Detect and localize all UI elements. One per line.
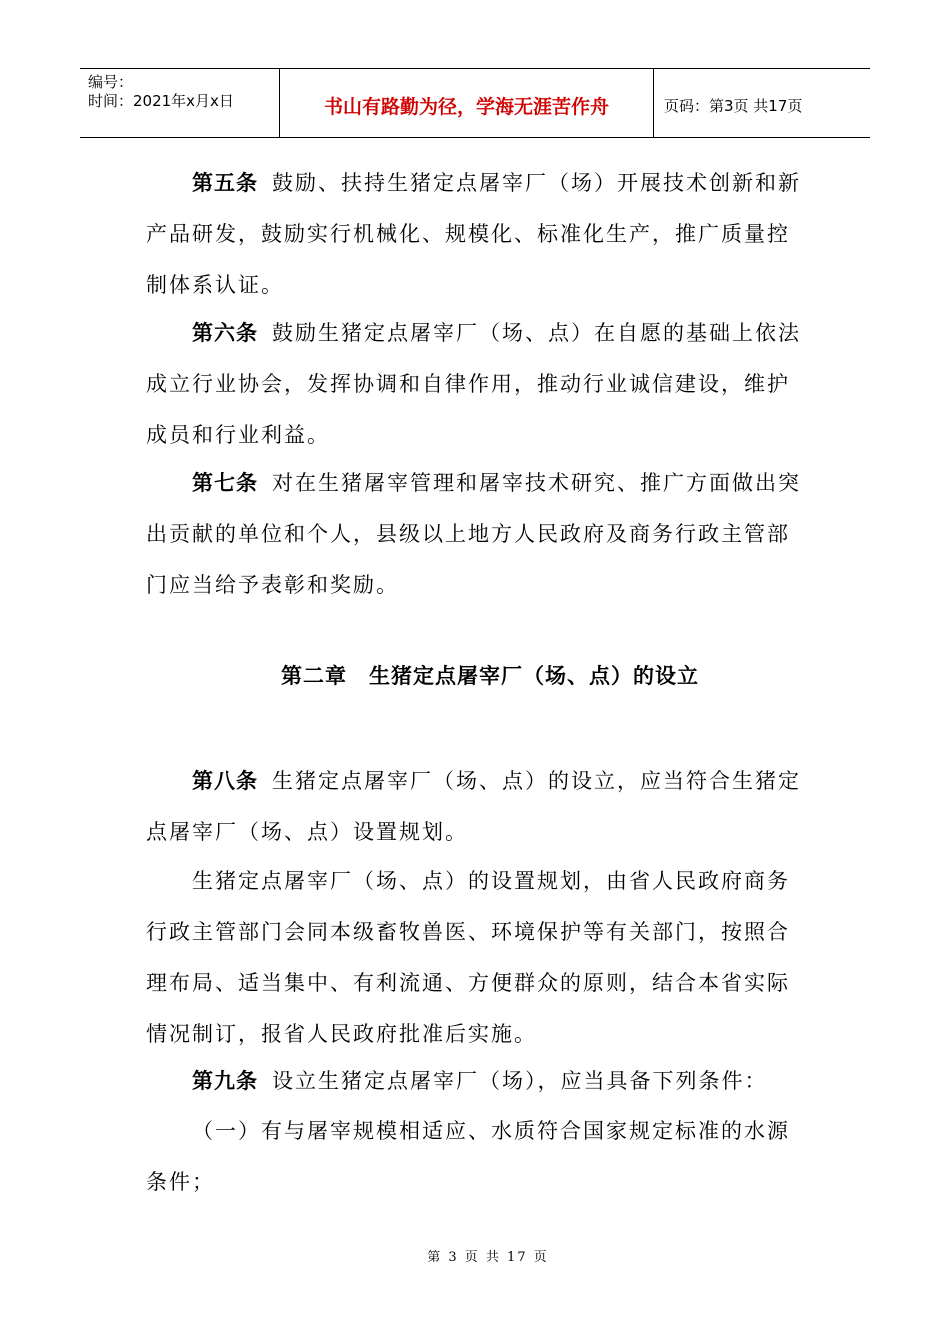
article-7 bbox=[146, 458, 806, 611]
header-meta bbox=[80, 69, 280, 137]
article-5-title: 第五条 bbox=[192, 171, 258, 195]
article-9 bbox=[146, 1056, 806, 1107]
article-8 bbox=[146, 756, 806, 858]
document-time-label: 时间：2021年x月x日 bbox=[88, 92, 234, 110]
article-6-title: 第六条 bbox=[192, 321, 258, 345]
article-6 bbox=[146, 308, 806, 461]
header-page-info: 页码：第3页 共17页 bbox=[664, 96, 803, 115]
header-motto: 书山有路勤为径，学海无涯苦作舟 bbox=[280, 69, 654, 137]
article-7-text: 对在生猪屠宰管理和屠宰技术研究、推广方面做出突出贡献的单位和个人，县级以上地方人民政府及商务行政主管部门应当给予表彰和奖励。 bbox=[146, 471, 801, 597]
article-8-title: 第八条 bbox=[192, 769, 258, 793]
page-footer: 第 3 页 共 17 页 bbox=[427, 1250, 549, 1265]
article-5 bbox=[146, 158, 806, 311]
article-7-title: 第七条 bbox=[192, 471, 258, 495]
document-number-label: 编号： bbox=[88, 73, 134, 91]
document-header bbox=[80, 68, 870, 138]
article-9-item-1: （一）有与屠宰规模相适应、水质符合国家规定标准的水源条件； bbox=[146, 1119, 790, 1194]
article-6-text: 鼓励生猪定点屠宰厂（场、点）在自愿的基础上依法成立行业协会，发挥协调和自律作用，推动行业诚信建设，维护成员和行业利益。 bbox=[146, 321, 801, 447]
chapter-heading: 第二章 生猪定点屠宰厂（场、点）的设立 bbox=[281, 664, 699, 688]
article-9-title: 第九条 bbox=[192, 1069, 258, 1093]
article-8-text: 生猪定点屠宰厂（场、点）的设立，应当符合生猪定点屠宰厂（场、点）设置规划。 bbox=[146, 769, 801, 844]
article-5-text: 鼓励、扶持生猪定点屠宰厂（场）开展技术创新和新产品研发，鼓励实行机械化、规模化、标准化生产，推广质量控制体系认证。 bbox=[146, 171, 801, 297]
article-9-text: 设立生猪定点屠宰厂（场），应当具备下列条件： bbox=[272, 1069, 768, 1093]
article-8-paragraph-2: 生猪定点屠宰厂（场、点）的设置规划，由省人民政府商务行政主管部门会同本级畜牧兽医、环境保护等有关部门，按照合理布局、适当集中、有利流通、方便群众的原则，结合本省实际情况制订，报省人民政府批准后实施。 bbox=[146, 869, 790, 1046]
